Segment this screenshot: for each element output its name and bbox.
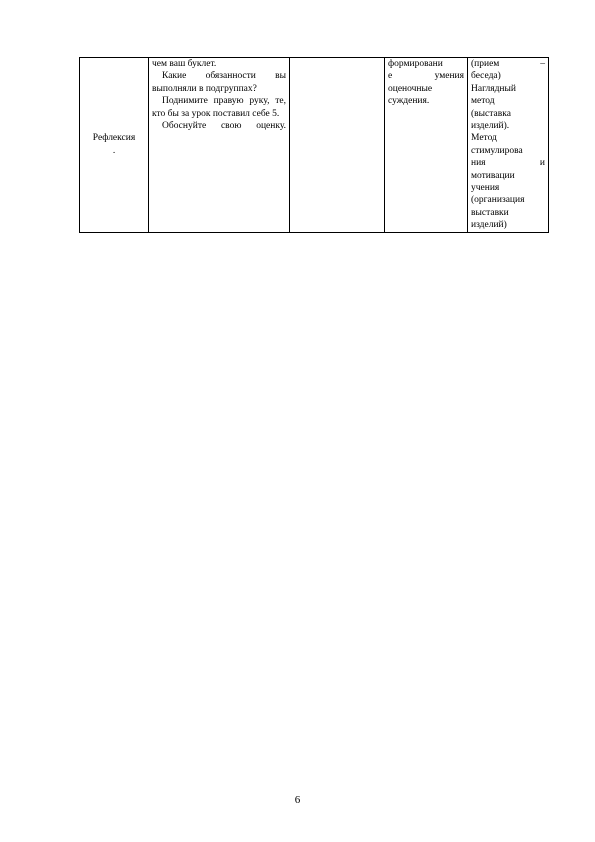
formed-line: формировани bbox=[388, 59, 443, 69]
method-line: изделий) bbox=[471, 220, 507, 231]
teacher-line: Какие обязанности вы выполняли в подгруппах? bbox=[152, 71, 286, 94]
formed-line: е умения bbox=[388, 71, 464, 82]
student-activity-cell bbox=[290, 58, 385, 233]
method-line: изделий). bbox=[471, 121, 510, 132]
method-line: мотивации bbox=[471, 170, 515, 181]
method-line: метод bbox=[471, 96, 495, 107]
method-line: беседа) bbox=[471, 71, 501, 82]
stage-dot: . bbox=[112, 145, 116, 156]
method-line: Наглядный bbox=[471, 83, 516, 94]
lesson-table bbox=[79, 57, 549, 233]
teacher-line: Поднимите правую руку, те, кто бы за урок поставил себе 5. bbox=[152, 96, 286, 119]
teacher-line: чем ваш буклет. bbox=[152, 59, 217, 69]
method-line: (выставка bbox=[471, 108, 511, 119]
methods-cell bbox=[468, 58, 549, 233]
stage-label: Рефлексия bbox=[92, 133, 136, 144]
formed-skills-cell bbox=[385, 58, 468, 233]
teacher-activity-cell bbox=[149, 58, 290, 233]
teacher-line: Обоснуйте свою оценку. bbox=[162, 121, 286, 132]
method-line: выставки bbox=[471, 207, 509, 218]
method-line: (организация bbox=[471, 195, 525, 206]
method-line: ния и bbox=[471, 158, 545, 169]
stage-cell bbox=[80, 58, 149, 233]
method-line: учения bbox=[471, 183, 500, 194]
method-line: стимулирова bbox=[471, 145, 523, 156]
method-line: (прием – bbox=[471, 59, 545, 69]
page-number: 6 bbox=[294, 794, 301, 806]
formed-line: оценочные bbox=[388, 83, 433, 94]
table-row bbox=[80, 58, 549, 233]
formed-line: суждения. bbox=[388, 96, 430, 107]
method-line: Метод bbox=[471, 133, 497, 144]
